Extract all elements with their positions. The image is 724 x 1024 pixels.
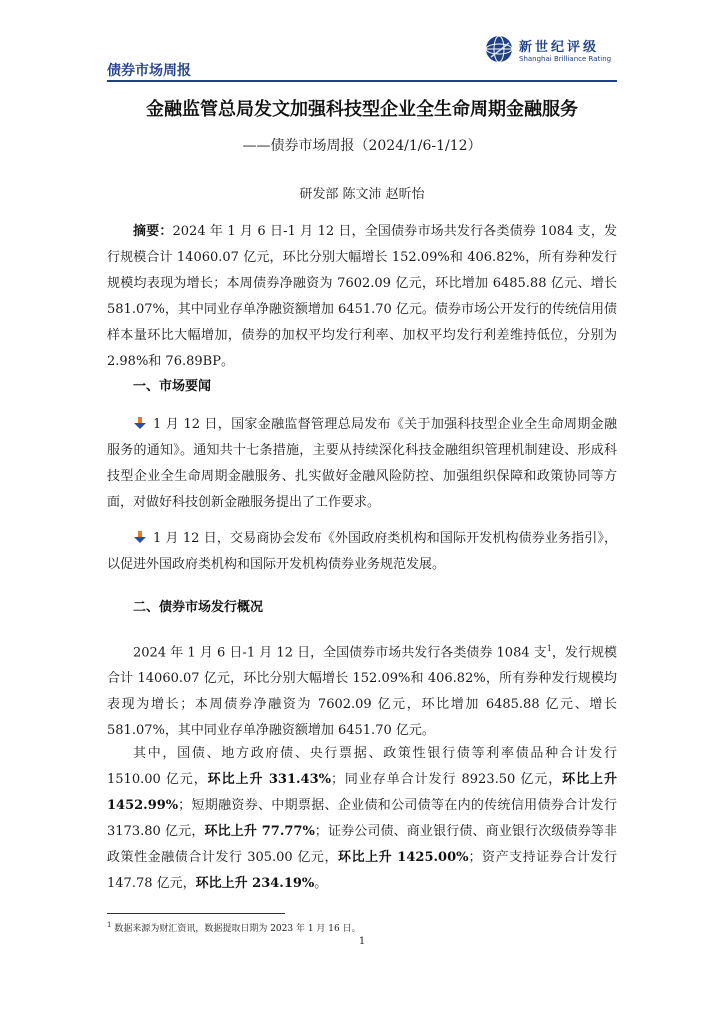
- issuance-overview-paragraph: [107, 636, 617, 744]
- footnote-mark: 1: [107, 921, 112, 929]
- section-heading-market-news: 一、市场要闻: [133, 379, 212, 394]
- page-number: 1: [358, 936, 366, 947]
- breakdown-text: ；资产支持证券合计发行 147.78 亿元，: [107, 850, 617, 891]
- authors-line: 研发部 陈文沛 赵昕怡: [299, 187, 425, 202]
- abs-growth: 环比上升 234.19%: [195, 876, 315, 891]
- overview-text-b: ，发行规模合计 14060.07 亿元，环比分别大幅增长 152.09%和 406.82%，所有券种发行规模均表现为增长；本周债券净融资为 7602.09 亿元，环比增加 6485.88 亿元、增长 581.07%，其中同业存单净融资额增加 6451.70 亿元。: [107, 645, 617, 739]
- section-heading-issuance-overview: 二、债券市场发行概况: [133, 600, 264, 615]
- page-header: [107, 0, 617, 82]
- news-item-text: 1 月 12 日，交易商协会发布《外国政府类机构和国际开发机构债券业务指引》，以促进外国政府类机构和国际开发机构债券业务规范发展。: [107, 531, 617, 572]
- globe-logo-icon: [485, 35, 513, 63]
- breakdown-text: 其中，国债、地方政府债、央行票据、政策性银行债等利率债品种合计发行 1510.00 亿元，: [107, 746, 617, 787]
- down-arrow-bullet-icon: [133, 416, 147, 430]
- footnote-reference[interactable]: 1: [546, 644, 552, 653]
- issuance-breakdown-paragraph: [107, 741, 617, 897]
- breakdown-text: 。: [314, 876, 328, 891]
- breakdown-text: ；证券公司债、商业银行债、商业银行次级债券等非政策性金融债合计发行 305.00 亿元，: [107, 824, 617, 865]
- logo-english-name: Shanghai Brilliance Rating: [519, 55, 612, 63]
- news-item: [107, 412, 617, 516]
- header-title: 债券市场周报: [107, 63, 191, 79]
- financial-bond-growth: 环比上升 1425.00%: [338, 850, 469, 865]
- ncd-growth: 环比上升 1452.99%: [107, 772, 617, 813]
- document-subtitle: ——债券市场周报（2024/1/6-1/12）: [242, 138, 482, 154]
- summary-label: 摘要：: [133, 224, 173, 239]
- rate-bond-growth: 环比上升 331.43%: [207, 772, 331, 787]
- breakdown-text: ；同业存单合计发行 8923.50 亿元，: [330, 772, 563, 787]
- down-arrow-bullet-icon: [133, 530, 147, 544]
- footnote-divider: [107, 913, 285, 914]
- logo-chinese-name: 新世纪评级: [519, 40, 600, 55]
- footnote: [107, 921, 361, 934]
- footnote-text: 数据来源为财汇资讯，数据提取日期为 2023 年 1 月 16 日。: [114, 924, 361, 934]
- summary-text: 2024 年 1 月 6 日-1 月 12 日，全国债券市场共发行各类债券 1084 支，发行规模合计 14060.07 亿元，环比分别大幅增长 152.09%和 406.82%，所有券种发行规模均表现为增长；本周债券净融资为 7602.09 亿元，环比增加 6485.88 亿元、增长 581.07%，其中同业存单净融资额增加 6451.70 亿元。债券市场公开发行的传统信用债样本量环比大幅增加，债券的加权平均发行利率、加权平均发行利差维持低位，分别为 2.98%和 76.89BP。: [107, 224, 617, 369]
- brand-logo: [485, 35, 625, 69]
- breakdown-text: ；短期融资券、中期票据、企业债和公司债等在内的传统信用债券合计发行 3173.80 亿元，: [107, 798, 617, 839]
- credit-bond-growth: 环比上升 77.77%: [204, 824, 315, 839]
- news-item-text: 1 月 12 日，国家金融监督管理总局发布《关于加强科技型企业全生命周期金融服务的通知》。通知共十七条措施，主要从持续深化科技金融组织管理机制建设、形成科技型企业全生命周期金融服务、扎实做好金融风险防控、加强组织保障和政策协同等方面，对做好科技创新金融服务提出了工作要求。: [107, 417, 617, 510]
- news-item: [107, 526, 617, 578]
- summary-paragraph: [107, 219, 617, 375]
- overview-text-a: 2024 年 1 月 6 日-1 月 12 日，全国债券市场共发行各类债券 1084 支: [133, 645, 547, 661]
- document-title: 金融监管总局发文加强科技型企业全生命周期金融服务: [146, 99, 578, 120]
- header-divider: [107, 80, 617, 82]
